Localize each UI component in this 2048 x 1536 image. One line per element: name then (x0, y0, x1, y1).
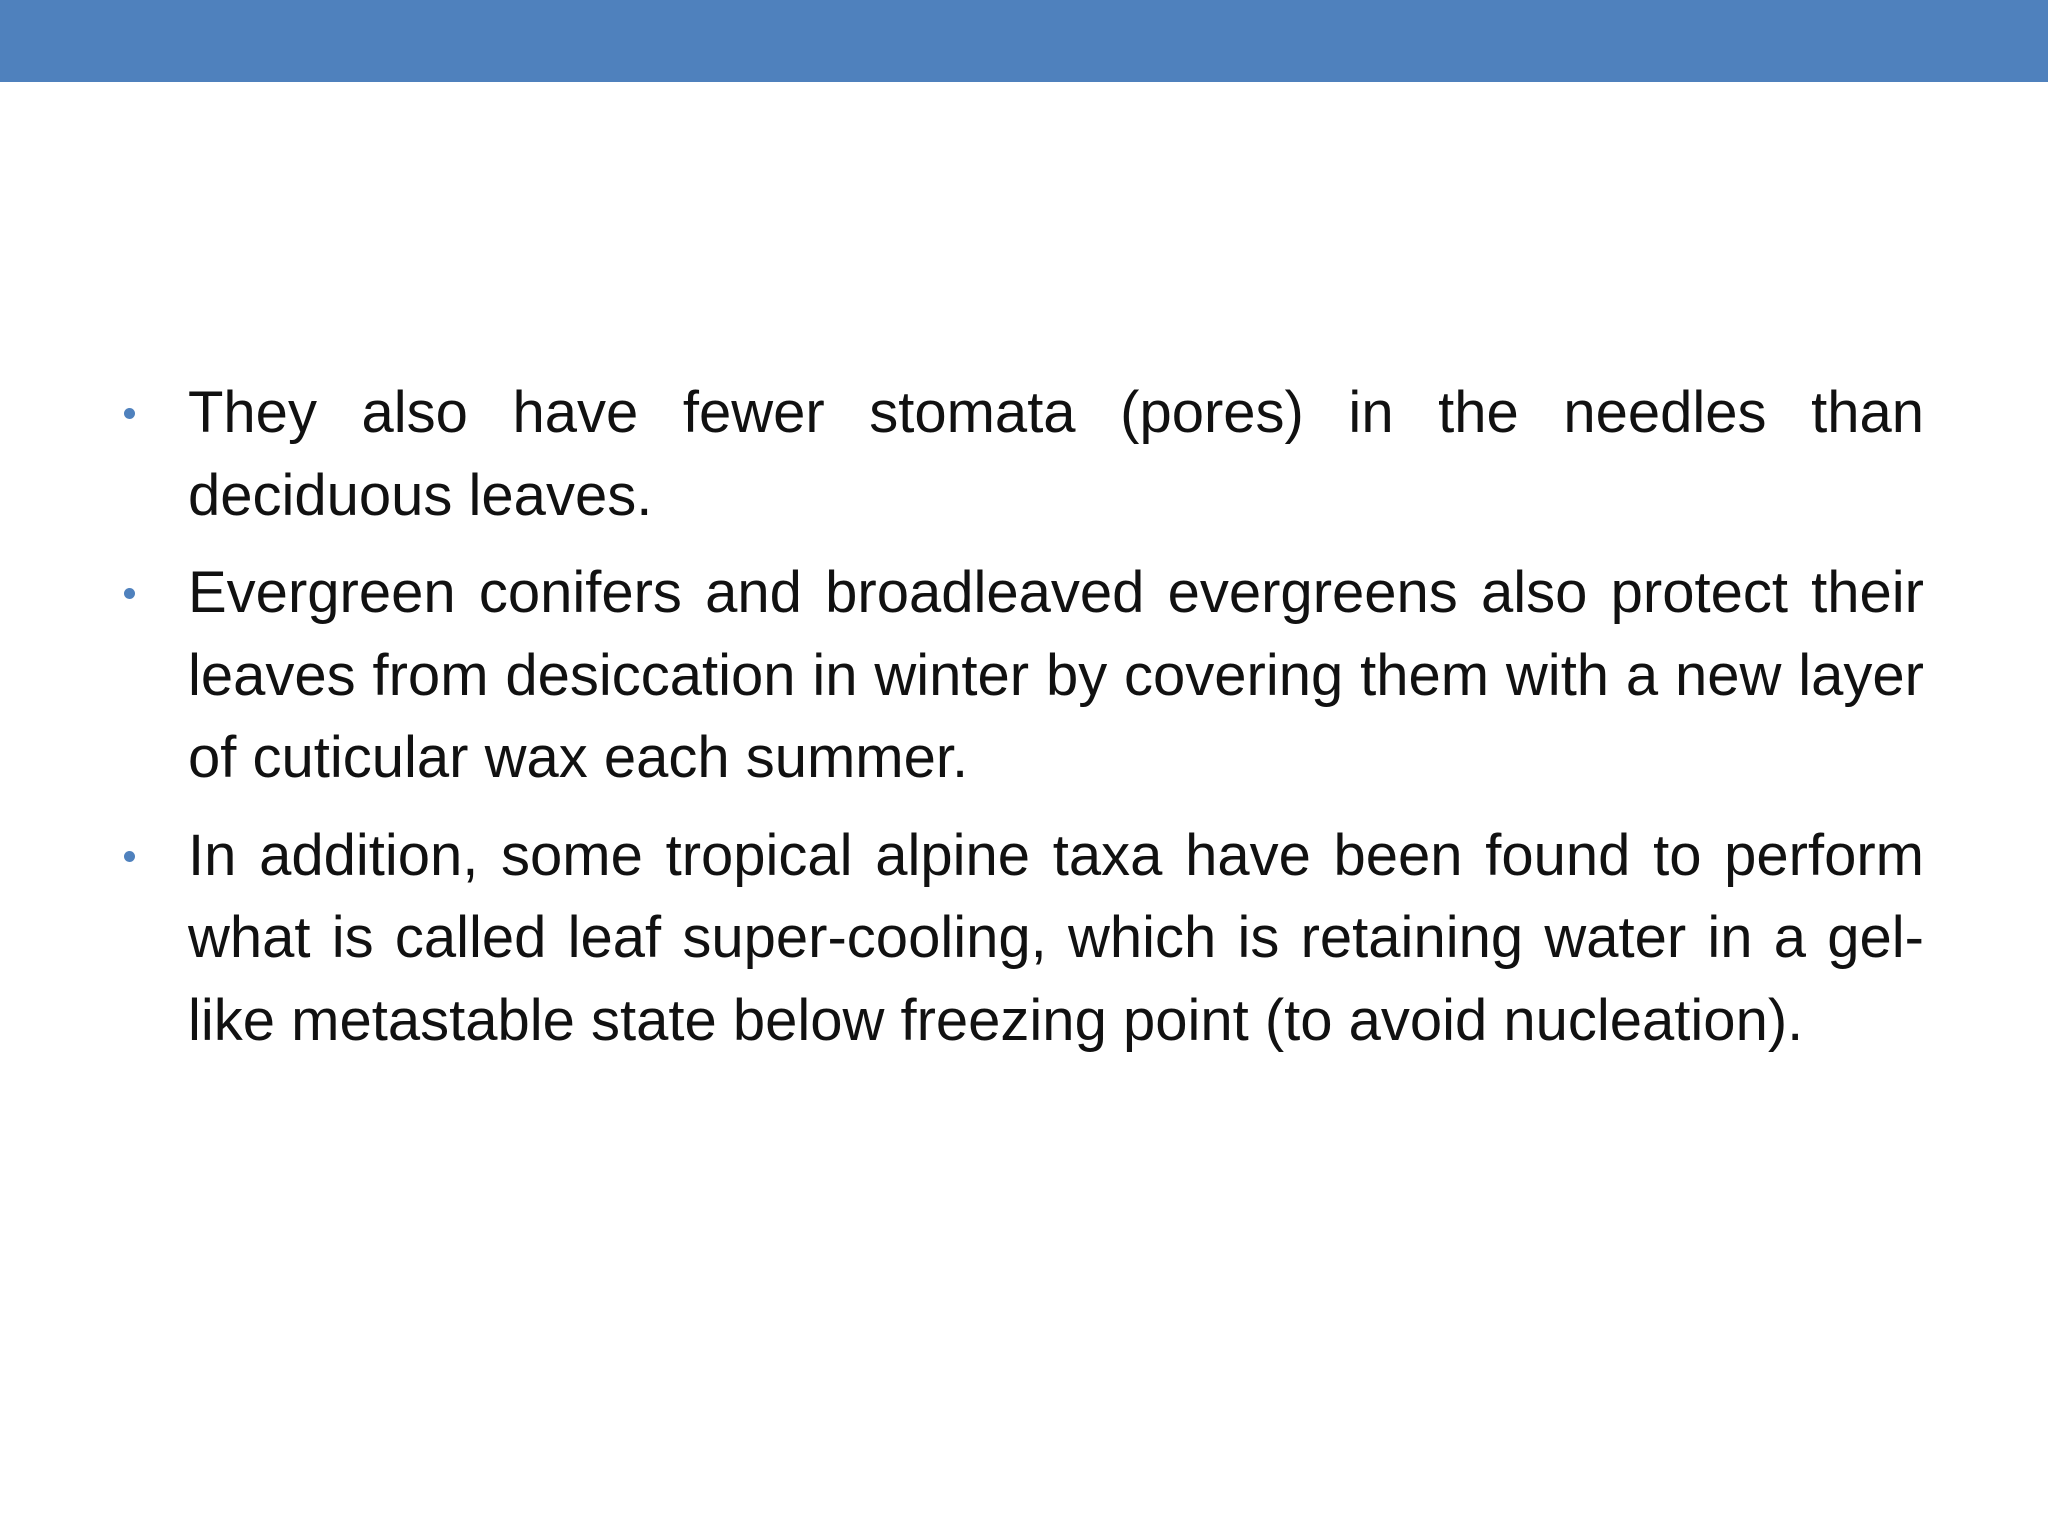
header-accent-bar (0, 0, 2048, 82)
bullet-list (122, 372, 1924, 1062)
bullet-dot-icon (124, 588, 135, 599)
bullet-text: They also have fewer stomata (pores) in the needles than deciduous leaves. (188, 380, 1924, 528)
bullet-item (122, 815, 1924, 1063)
slide-content (122, 372, 1924, 1062)
bullet-item (122, 372, 1924, 537)
bullet-dot-icon (124, 851, 135, 862)
bullet-text: In addition, some tropical alpine taxa have been found to perform what is called leaf super-cooling, which is retaining water in a gel-like metastable state below freezing point (to avoid nucleation). (188, 822, 1924, 1053)
bullet-dot-icon (124, 408, 135, 419)
bullet-item (122, 552, 1924, 800)
bullet-text: Evergreen conifers and broadleaved evergreens also protect their leaves from desiccation in winter by covering them with a new layer of cuticular wax each summer. (188, 560, 1924, 790)
